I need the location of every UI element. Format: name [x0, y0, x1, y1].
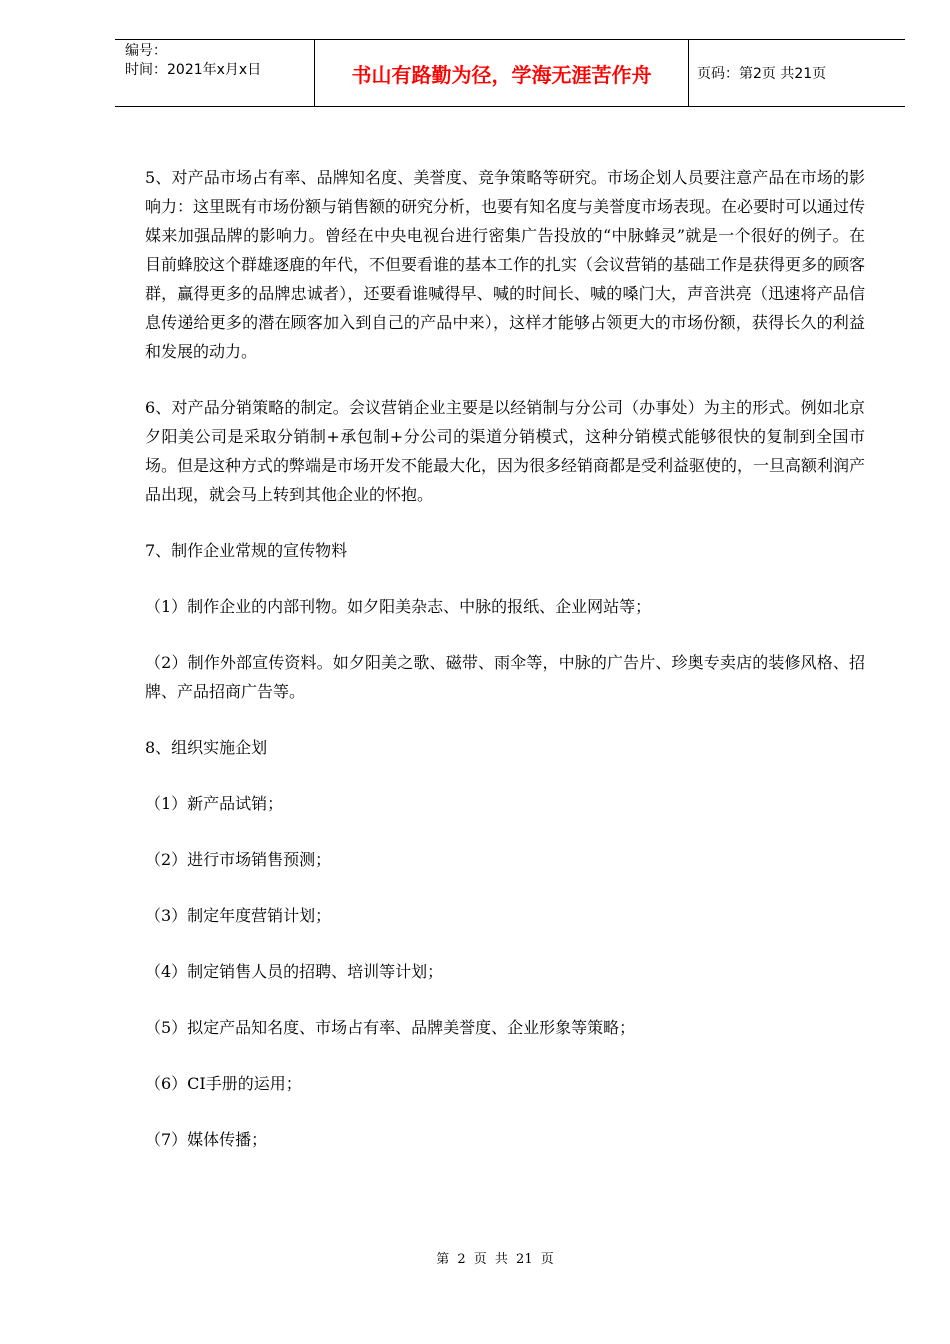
paragraph-5-market-research: 5、对产品市场占有率、品牌知名度、美誉度、竞争策略等研究。市场企划人员要注意产品在市场的影响力：这里既有市场份额与销售额的研究分析，也要有知名度与美誉度市场表现。在必要时可以通过传媒来加强品牌的影响力。曾经在中央电视台进行密集广告投放的“中脉蜂灵”就是一个很好的例子。在目前蜂胶这个群雄逐鹿的年代，不但要看谁的基本工作的扎实（会议营销的基础工作是获得更多的顾客群，赢得更多的品牌忠诚者），还要看谁喊得早、喊的时间长、喊的嗓门大，声音洪亮（迅速将产品信息传递给更多的潜在顾客加入到自己的产品中来），这样才能够占领更大的市场份额，获得长久的利益和发展的动力。 — [145, 168, 866, 361]
header-motto: 书山有路勤为径，学海无涯苦作舟 — [315, 40, 689, 106]
list-item: （7）媒体传播； — [145, 1130, 268, 1149]
list-item: （4）制定销售人员的招聘、培训等计划； — [145, 962, 444, 981]
page-footer: 第 2 页 共 21 页 — [436, 1252, 554, 1267]
list-item: （1）制作企业的内部刊物。如夕阳美杂志、中脉的报纸、企业网站等； — [145, 597, 652, 616]
list-item: （6）CI手册的运用； — [145, 1074, 302, 1093]
list-item: （3）制定年度营销计划； — [145, 906, 332, 925]
list-item: （2）进行市场销售预测； — [145, 850, 332, 869]
header-meta — [115, 40, 315, 106]
list-item: （1）新产品试销； — [145, 794, 284, 813]
document-number-label: 编号： — [125, 43, 167, 59]
list-item: （5）拟定产品知名度、市场占有率、品牌美誉度、企业形象等策略； — [145, 1018, 636, 1037]
page-header — [115, 39, 905, 107]
section-8-heading: 8、组织实施企划 — [145, 738, 268, 757]
document-body — [145, 163, 865, 1181]
document-date: 时间：2021年x月x日 — [125, 62, 262, 78]
section-7-heading: 7、制作企业常规的宣传物料 — [145, 541, 348, 560]
paragraph-6-distribution-strategy: 6、对产品分销策略的制定。会议营销企业主要是以经销制与分公司（办事处）为主的形式。例如北京夕阳美公司是采取分销制+承包制+分公司的渠道分销模式，这种分销模式能够很快的复制到全国市场。但是这种方式的弊端是市场开发不能最大化，因为很多经销商都是受利益驱使的，一旦高额利润产品出现，就会马上转到其他企业的怀抱。 — [145, 398, 866, 504]
header-page-info: 页码：第2页 共21页 — [697, 66, 827, 82]
list-item: （2）制作外部宣传资料。如夕阳美之歌、磁带、雨伞等，中脉的广告片、珍奥专卖店的装修风格、招牌、产品招商广告等。 — [145, 653, 865, 701]
